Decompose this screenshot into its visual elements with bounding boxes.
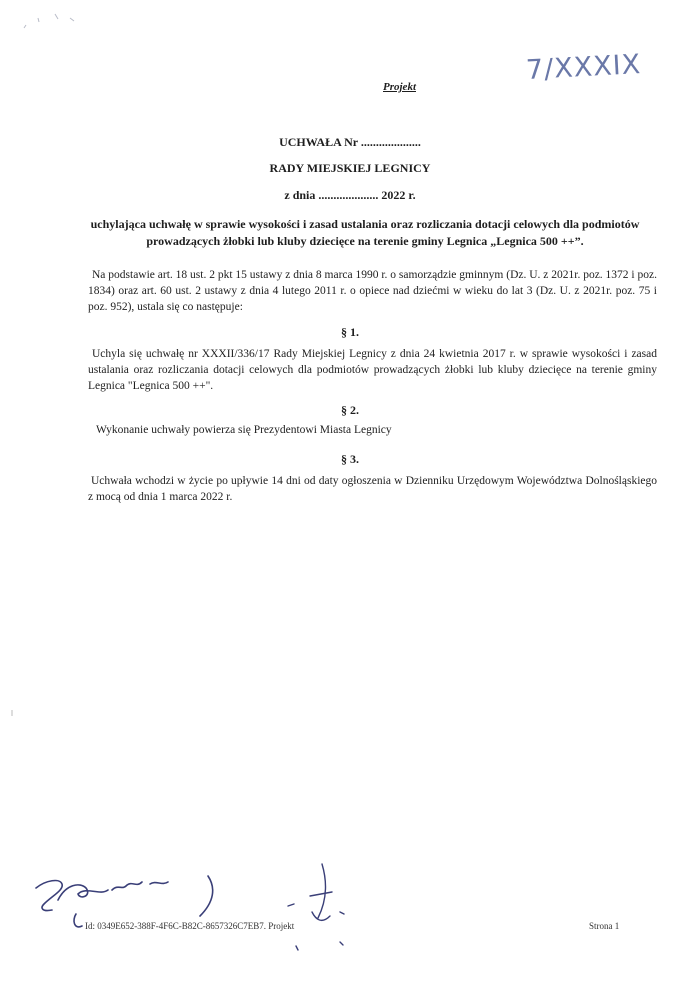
section-1-heading: § 1. (341, 325, 359, 339)
page-number: Strona 1 (589, 921, 620, 931)
projekt-label: Projekt (383, 81, 416, 93)
resolution-subject: uchylająca uchwałę w sprawie wysokości i zasad ustalania oraz rozliczania dotacji celowych dla podmiotów prowadzących żłobki lub kluby dziecięce na terenie gminy Legnica „Legnica 500 ++”. (90, 217, 640, 248)
handwritten-note: 7/XXXIX (525, 49, 642, 86)
section-2-text: Wykonanie uchwały powierza się Prezydentowi Miasta Legnicy (96, 424, 392, 436)
corner-marks (24, 14, 74, 28)
resolution-date: z dnia .................... 2022 r. (284, 188, 416, 202)
council-name: RADY MIEJSKIEJ LEGNICY (269, 161, 431, 175)
signature (36, 876, 213, 927)
preamble: Na podstawie art. 18 ust. 2 pkt 15 ustawy z dnia 8 marca 1990 r. o samorządzie gminnym (Dz. U. z 2021r. poz. 1372 i poz. 1834) oraz art. 60 ust. 2 ustawy z dnia 4 lutego 2011 r. o opiece nad dziećmi w wieku do lat 3 (Dz. U. z 2021r. poz. 75 i poz. 952), ustala się co następuje: (88, 269, 657, 313)
document-id: Id: 0349E652-388F-4F6C-B82C-8657326C7EB7. Projekt (85, 921, 295, 931)
section-2-heading: § 2. (341, 403, 359, 417)
resolution-number: UCHWAŁA Nr .................... (279, 135, 421, 149)
section-1-text: Uchyla się uchwałę nr XXXII/336/17 Rady Miejskiej Legnicy z dnia 24 kwietnia 2017 r. w sprawie wysokości i zasad ustalania oraz rozliczania dotacji celowych dla podmiotów prowadzących żłobki lub kluby dziecięce na terenie gminy Legnica "Legnica 500 ++". (88, 348, 657, 392)
section-3-text: Uchwała wchodzi w życie po upływie 14 dni od daty ogłoszenia w Dzienniku Urzędowym Województwa Dolnośląskiego z mocą od dnia 1 marca 2022 r. (88, 475, 657, 503)
section-3-heading: § 3. (341, 452, 359, 466)
initials (288, 864, 344, 950)
